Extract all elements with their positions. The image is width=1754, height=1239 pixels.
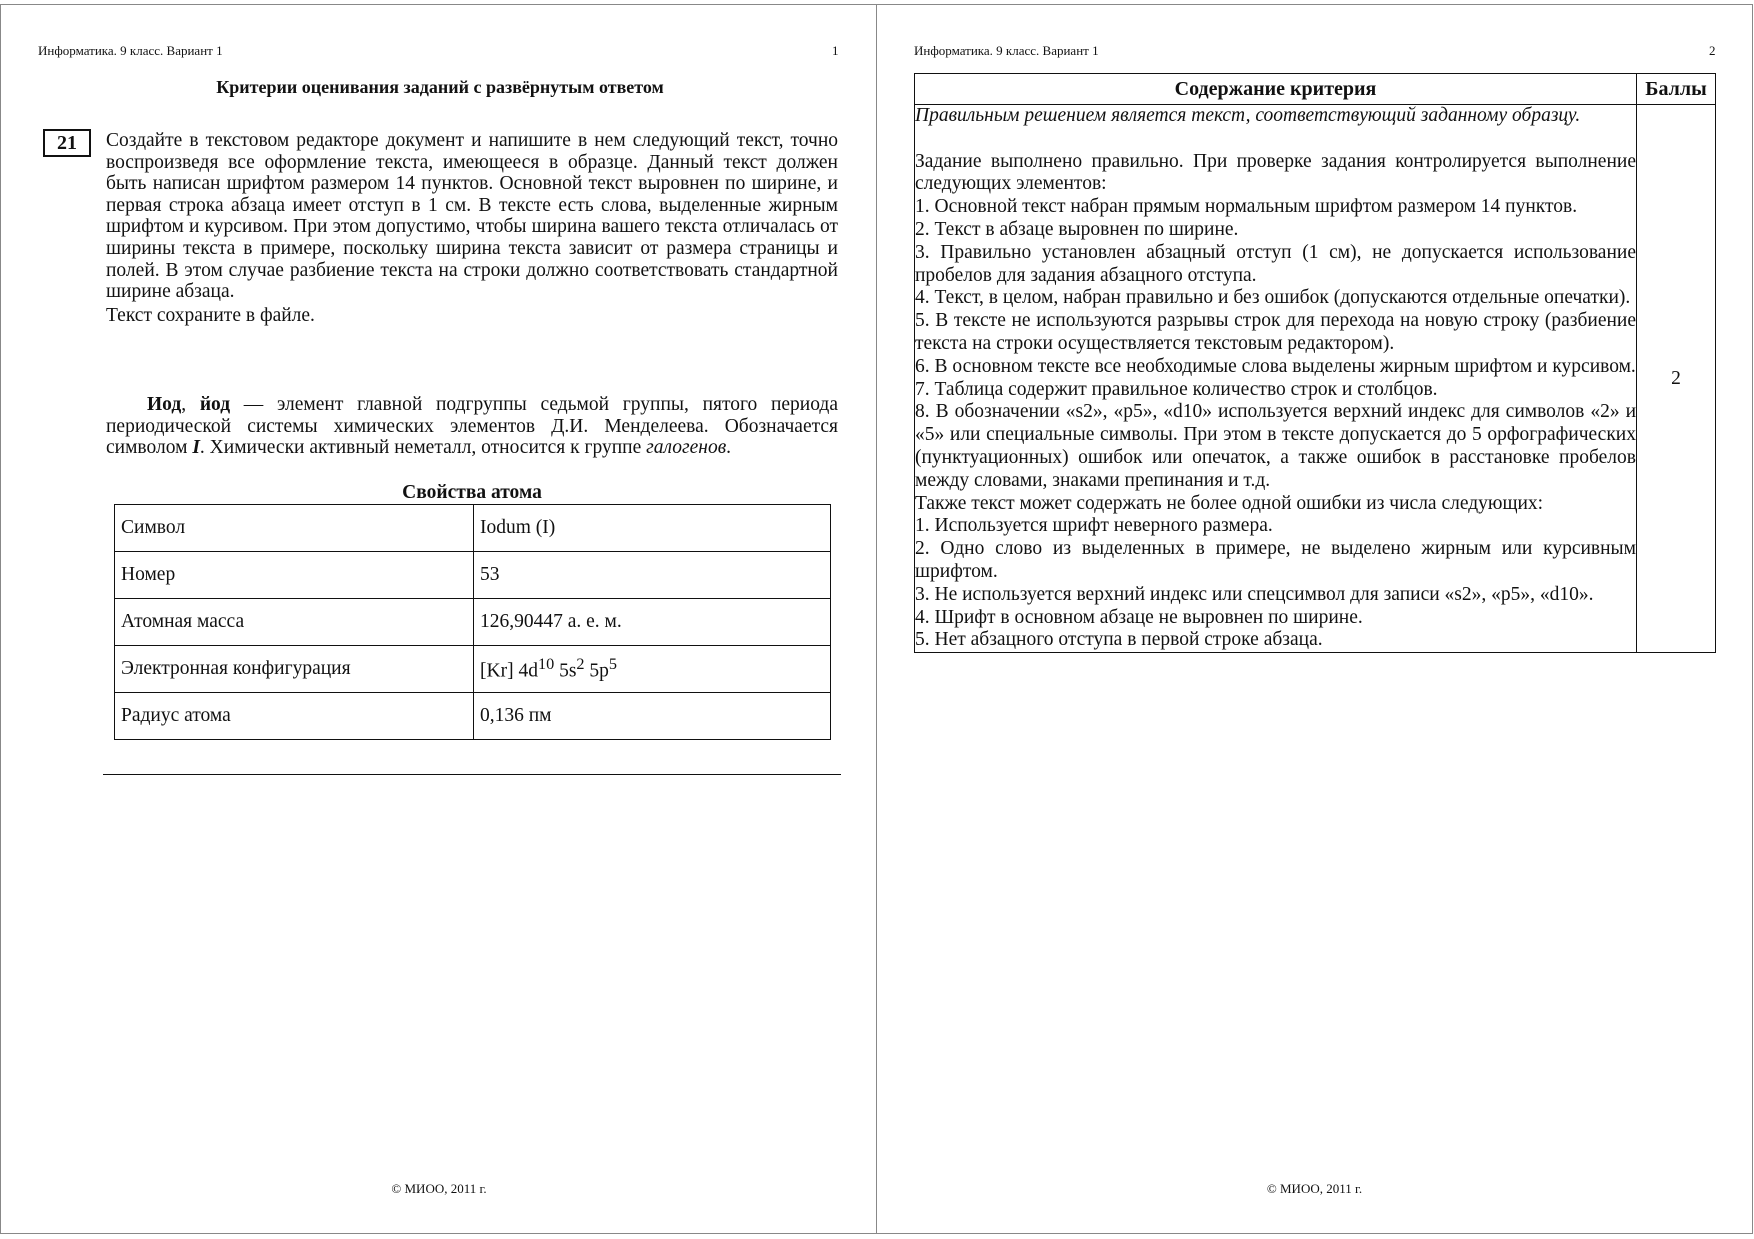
criteria-line: 5. В тексте не используются разрывы строк для перехода на новую строку (разбиение текста на строки осуществляется текстовым редактором).: [915, 310, 1636, 354]
criteria-line: 2. Одно слово из выделенных в примере, не выделено жирным или курсивным шрифтом.: [915, 538, 1636, 582]
criteria-line: 4. Шрифт в основном абзаце не выровнен по ширине.: [915, 606, 1363, 628]
table-caption: Свойства атома: [402, 482, 542, 503]
sample-italic: галогенов: [646, 437, 727, 459]
criteria-line: 1. Используется шрифт неверного размера.: [915, 515, 1273, 537]
sample-text-2: . Химически активный неметалл, относится к группе: [199, 437, 647, 459]
sample-symbol: I: [192, 437, 200, 459]
sample-paragraph: [106, 394, 838, 459]
row-label: Электронная конфигурация: [115, 646, 474, 693]
config-sup: 10: [537, 655, 555, 674]
task-description: Создайте в текстовом редакторе документ и напишите в нем следующий текст, точно воспроизведя все оформление текста, имеющееся в образце. Данный текст должен быть написан шрифтом размером 14 пунктов. Основной текст выровнен по ширине, и первая строка абзаца имеет отступ в 1 см. В тексте есть слова, выделенные жирным шрифтом и курсивом. При этом допустимо, чтобы ширина вашего текста отличалась от ширины текста в примере, поскольку ширина текста зависит от размера страницы и полей. В этом случае разбиение текста на строки должно соответствовать стандартной ширине абзаца.: [106, 130, 838, 303]
sample-text-1: — элемент главной подгруппы седьмой группы, пятого периода периодической системы химических элементов Д.И. Менделеева. Обозначается символом: [106, 394, 838, 459]
criteria-line: 3. Правильно установлен абзацный отступ (1 см), не допускается использование пробелов для задания абзацного отступа.: [915, 241, 1636, 286]
criteria-table: [914, 73, 1716, 653]
sample-bold-1: Иод: [147, 394, 182, 415]
page-header: Информатика. 9 класс. Вариант 1: [38, 43, 223, 58]
criteria-line: Задание выполнено правильно. При проверке задания контролируется выполнение следующих элементов:: [915, 150, 1636, 195]
table-row: [115, 693, 831, 740]
criteria-line: Также текст может содержать не более одной ошибки из числа следующих:: [915, 492, 1544, 514]
table-header-row: [915, 74, 1716, 105]
row-value: Iodum (I): [474, 505, 831, 552]
table-row: [115, 505, 831, 552]
page-number: 1: [832, 43, 839, 58]
divider: [103, 774, 841, 775]
criteria-line: 4. Текст, в целом, набран правильно и без ошибок (допускаются отдельные опечатки).: [915, 287, 1631, 309]
page-header: Информатика. 9 класс. Вариант 1: [914, 43, 1099, 58]
column-header-content: Содержание критерия: [915, 74, 1637, 105]
score-cell: 2: [1637, 105, 1716, 653]
criteria-line: 7. Таблица содержит правильное количество строк и столбцов.: [915, 378, 1438, 400]
sample-text-3: .: [726, 437, 732, 459]
row-label: Радиус атома: [115, 693, 474, 740]
config-sup: 2: [576, 655, 585, 674]
criteria-line: 5. Нет абзацного отступа в первой строке абзаца.: [915, 629, 1323, 651]
row-label: Символ: [115, 505, 474, 552]
column-header-score: Баллы: [1637, 74, 1716, 105]
page-number: 2: [1709, 43, 1716, 58]
row-label: Атомная масса: [115, 599, 474, 646]
row-value: 0,136 пм: [474, 693, 831, 740]
page-footer: © МИОО, 2011 г.: [1266, 1181, 1363, 1196]
criteria-line: 8. В обозначении «s2», «p5», «d10» используется верхний индекс для символов «2» и «5» или специальные символы. При этом в тексте допускается до 5 орфографических (пунктуационных) ошибок или опечаток, а также ошибок в расстановке пробелов между словами, знаками препинания и т.д.: [915, 401, 1636, 491]
row-value: 53: [474, 552, 831, 599]
task-number: 21: [43, 129, 91, 157]
table-row: [115, 552, 831, 599]
criteria-intro: Правильным решением является текст, соответствующий заданному образцу.: [915, 105, 1581, 126]
atom-properties-table: [114, 504, 831, 740]
row-value: [474, 646, 831, 693]
table-row: [915, 105, 1716, 653]
criteria-line: 3. Не используется верхний индекс или спецсимвол для записи «s2», «p5», «d10».: [915, 583, 1594, 605]
config-part: 5s: [554, 660, 577, 682]
page-2: [876, 4, 1753, 1234]
table-row: [115, 599, 831, 646]
config-part: 5p: [584, 660, 609, 682]
table-row: [115, 646, 831, 693]
criteria-content: [915, 105, 1637, 653]
task-save-instruction: Текст сохраните в файле.: [106, 304, 315, 326]
sample-sep: ,: [181, 394, 200, 415]
sample-bold-2: йод: [199, 394, 231, 415]
config-part: [Kr] 4d: [480, 660, 538, 682]
page-title: Критерии оценивания заданий с развёрнутым ответом: [216, 77, 664, 97]
page-1: [0, 4, 878, 1234]
page-footer: © МИОО, 2011 г.: [391, 1181, 487, 1196]
row-value: 126,90447 а. е. м.: [474, 599, 831, 646]
config-sup: 5: [608, 655, 618, 674]
criteria-line: 6. В основном тексте все необходимые слова выделены жирным шрифтом и курсивом.: [915, 355, 1636, 377]
row-label: Номер: [115, 552, 474, 599]
criteria-line: 2. Текст в абзаце выровнен по ширине.: [915, 218, 1239, 240]
criteria-line: 1. Основной текст набран прямым нормальным шрифтом размером 14 пунктов.: [915, 196, 1578, 218]
task-text: [106, 130, 838, 326]
